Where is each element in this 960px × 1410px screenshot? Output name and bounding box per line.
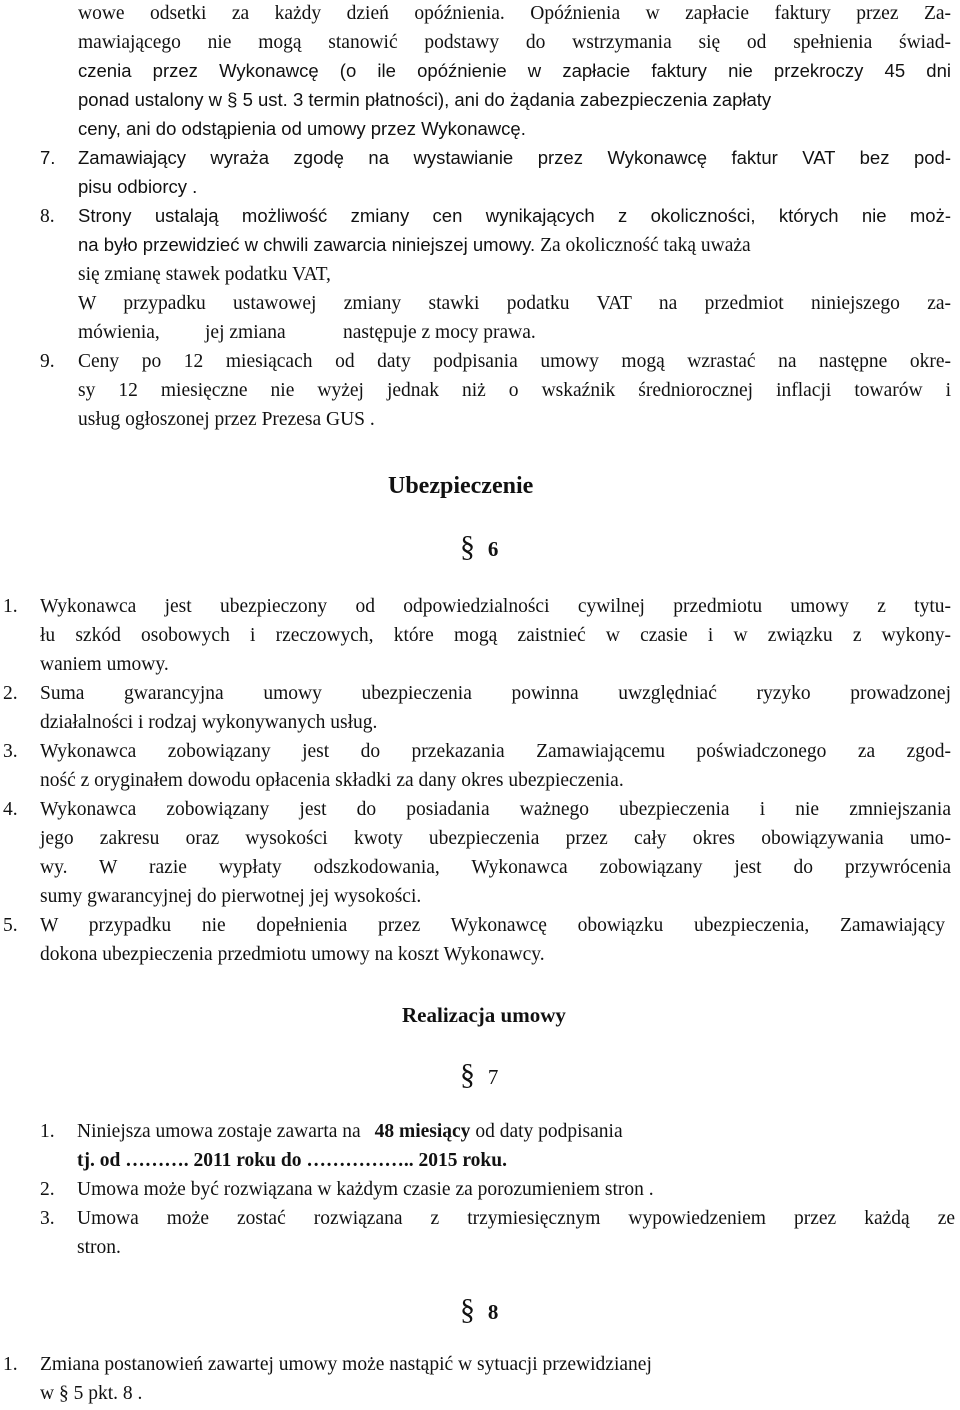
text-fragment: w [40,1383,55,1404]
section-symbol: § [58,1383,69,1404]
text-line: wowe odsetki za każdy dzień opóźnienia. Opóźnienia w zapłacie faktury przez Za- [78,3,951,24]
text-line: wy. W razie wypłaty odszkodowania, Wykonawca zobowiązany jest do przywrócenia [40,857,951,878]
section-number-value: 6 [487,537,499,561]
text-line-part: mówienia, [78,322,160,343]
text-fragment: na było przewidzieć w chwili zawarcia niniejszej umowy. [78,234,536,255]
text-line: waniem umowy. [40,654,169,675]
text-line: się zmianę stawek podatku VAT, [78,264,331,285]
section-symbol: § [460,530,475,563]
contract-duration: 48 miesiący [374,1121,471,1142]
text-line: Strony ustalają możliwość zmiany cen wynikających z okoliczności, których nie moż- [78,205,951,226]
text-line: działalności i rodzaj wykonywanych usług. [40,712,378,733]
section-number [460,1295,498,1325]
list-number: 3. [3,741,18,762]
list-number: 1. [3,1354,18,1375]
section-number-value: 7 [487,1065,499,1089]
text-fragment: od daty podpisania [475,1121,623,1142]
text-line: ność z oryginałem dowodu opłacenia składki za dany okres ubezpieczenia. [40,770,624,791]
list-number: 2. [3,683,18,704]
list-number: 2. [40,1179,55,1200]
section-number-value: 8 [487,1300,499,1324]
text-line: czenia przez Wykonawcę (o ile opóźnienie w zapłacie faktury nie przekroczy 45 dni [78,60,951,81]
text-line-part: jej zmiana [205,322,286,343]
text-line: sumy gwarancyjnej do pierwotnej jej wysokości. [40,886,422,907]
text-line: Zamawiający wyraża zgodę na wystawianie przez Wykonawcę faktur VAT bez pod- [78,147,951,168]
list-number: 7. [40,147,56,168]
text-line: Wykonawca zobowiązany jest do posiadania ważnego ubezpieczenia i nie zmniejszania [40,799,951,820]
list-number: 3. [40,1208,55,1229]
text-line: usług ogłoszonej przez Prezesa GUS . [78,409,375,430]
section-number [460,1060,498,1090]
text-line: dokona ubezpieczenia przedmiotu umowy na koszt Wykonawcy. [40,944,545,965]
list-number: 9. [40,351,55,372]
text-line: mawiającego nie mogą stanowić podstawy do wstrzymania się od spełnienia świad- [78,32,951,53]
text-line: ceny, ani do odstąpienia od umowy przez Wykonawcę. [78,118,526,139]
text-line: jego zakresu oraz wysokości kwoty ubezpieczenia przez cały okres obowiązywania umo- [40,828,951,849]
text-line [77,1122,623,1142]
section-number [460,532,498,562]
text-line: Zmiana postanowień zawartej umowy może nastąpić w sytuacji przewidzianej [40,1354,652,1375]
text-line: Suma gwarancyjna umowy ubezpieczenia powinna uwzględniać ryzyko prowadzonej [40,683,951,704]
text-line: Wykonawca jest ubezpieczony od odpowiedzialności cywilnej przedmiotu umowy z tytu- [40,596,951,617]
section-title: Realizacja umowy [402,1003,566,1027]
text-line: W przypadku nie dopełnienia przez Wykonawcę obowiązku ubezpieczenia, Zamawiający [40,915,945,936]
text-line: W przypadku ustawowej zmiany stawki podatku VAT na przedmiot niniejszego za- [78,293,951,314]
text-fragment: 5 pkt. 8 . [73,1383,143,1404]
list-number: 1. [3,596,18,617]
section-symbol: § [460,1293,475,1326]
section-symbol: § [460,1058,475,1091]
section-title: Ubezpieczenie [388,473,534,499]
text-line: łu szkód osobowych i rzeczowych, które mogą zaistnieć w czasie i w związku z wykony- [40,625,951,646]
text-fragment: ponad ustalony w [78,89,222,110]
text-fragment: 5 ust. 3 termin płatności), ani do żądania zabezpieczenia zapłaty [242,89,772,110]
list-number: 1. [40,1121,55,1142]
text-line: sy 12 miesięczne nie wyżej jednak niż o wskaźnik średniorocznej inflacji towarów i [78,380,951,401]
text-line [78,236,751,256]
list-number: 5. [3,915,18,936]
list-number: 4. [3,799,18,820]
text-line: Wykonawca zobowiązany jest do przekazania Zamawiającemu poświadczonego za zgod- [40,741,951,762]
text-line [78,91,771,110]
text-line: pisu odbiorcy . [78,176,198,197]
text-line: Umowa może zostać rozwiązana z trzymiesięcznym wypowiedzeniem przez każdą ze [77,1208,955,1229]
section-symbol: § [227,89,238,110]
text-line-part: następuje z mocy prawa. [343,322,536,343]
text-line: Umowa może być rozwiązana w każdym czasie za porozumieniem stron . [77,1179,654,1200]
text-line [40,1384,142,1404]
contract-dates: tj. od ………. 2011 roku do …………….. 2015 roku. [77,1150,507,1171]
list-number: 8. [40,206,55,227]
text-line: Ceny po 12 miesiącach od daty podpisania umowy mogą wzrastać na następne okre- [78,351,951,372]
text-fragment: Niniejsza umowa zostaje zawarta na [77,1121,361,1142]
text-line: stron. [77,1237,121,1258]
text-fragment: Za okoliczność taką uważa [540,235,751,256]
